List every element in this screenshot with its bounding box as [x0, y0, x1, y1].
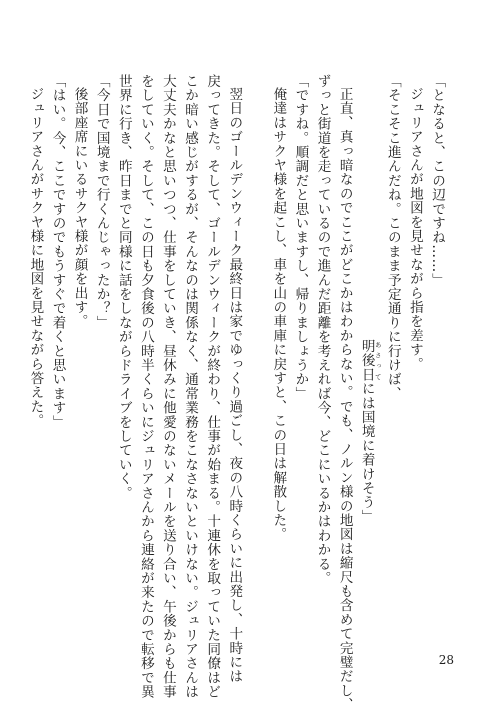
- text-line: 「となると、この辺ですね……」: [429, 74, 445, 287]
- text-line: 「ですね。順調だと思いますし、帰りましょうか」: [292, 74, 309, 401]
- text-line: 正直、真っ暗なのでここがどこかはわからない。でも、ノルン様の地図は縮尺も含めて完璧だし、: [336, 87, 353, 712]
- text-line: 俺達はサクヤ様を起こし、車を山の車庫に戻すと、この日は解散した。: [270, 87, 287, 542]
- text-segment: には国境に着けそう」: [358, 381, 375, 524]
- text-line: こか暗い感じがするが、そんなのは関係なく、通常業務をこなさないといけない。ジュリアさんは: [182, 74, 199, 699]
- ruby-reading: あさって: [373, 339, 382, 382]
- text-line: 翌日のゴールデンウィーク最終日は家でゆっくり過ごし、夜の八時くらいに出発し、十時には: [226, 87, 243, 684]
- text-line: をしていく。そして、この日も夕食後の八時半くらいにジュリアさんから連絡が来たので転移で異: [137, 74, 154, 699]
- text-line: 大丈夫かなと思いつつ、仕事をしていき、昼休みに他愛のないメールを送り合い、午後からも仕事: [159, 74, 176, 699]
- paragraph-break: [245, 74, 267, 634]
- ruby-base: 明後日: [358, 339, 375, 382]
- text-line: 「そこそこ進んだね。このまま予定通りに行けば、: [384, 74, 401, 401]
- page-number: 28: [438, 653, 454, 667]
- text-line: ジュリアさんがサクヤ様に地図を見せながら答えた。: [27, 87, 44, 428]
- text-line: 世界に行き、昨日までと同様に話をしながらドライブをしていく。: [115, 74, 132, 500]
- text-line: 戻ってきた。そして、ゴールデンウィークが終わり、仕事が始まる。十連休を取っていた同僚はど: [204, 74, 221, 699]
- text-line: ジュリアさんが地図を見せながら指を差す。: [406, 87, 423, 371]
- text-line: 「今日で国境まで行くんじゃったか？」: [93, 74, 110, 330]
- text-line: ずっと街道を走っているので進んだ距離を考えれば今、どこにいるかはわかる。: [314, 74, 331, 586]
- text-line: 「はい。今、ここですのでもうすぐで着くと思います」: [49, 74, 66, 429]
- text-line: [356, 74, 382, 634]
- text-line: 後部座席にいるサクヤ様が顔を出す。: [71, 87, 88, 329]
- ruby-annotation: [358, 339, 382, 382]
